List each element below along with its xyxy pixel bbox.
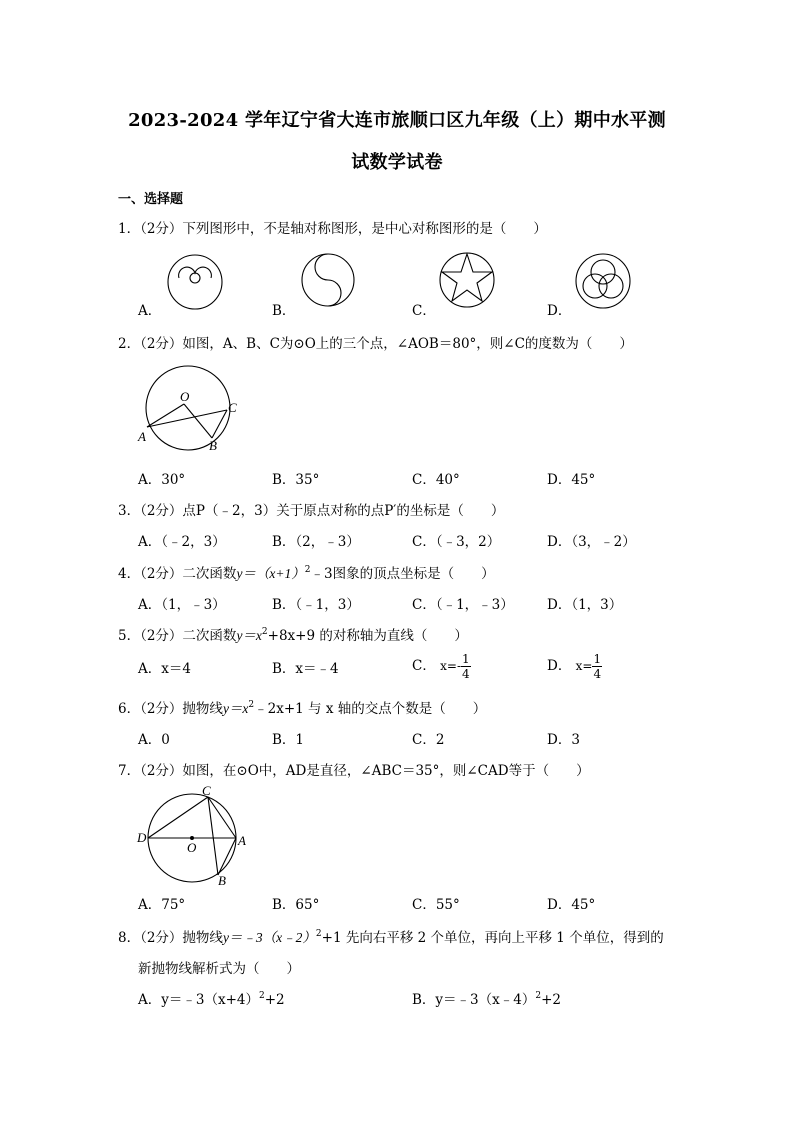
- q2-label-o: O: [180, 389, 190, 404]
- q5-option-a[interactable]: A．x＝4: [138, 661, 191, 677]
- question-4-text: 4．（2分）二次函数$y=(x+1)^2﹣3$图象的顶点坐标是（ ）: [118, 564, 495, 582]
- q7-label-a: A: [238, 833, 246, 848]
- q3-option-d[interactable]: D．（3，﹣2）: [547, 534, 636, 550]
- q3-option-c[interactable]: C．（﹣3，2）: [412, 534, 501, 550]
- section-heading: 一、选择题: [118, 192, 184, 207]
- q1-figure-d: [574, 252, 632, 310]
- q5-option-d[interactable]: D． x= $\frac{1}{4}$: [547, 652, 602, 681]
- q2-label-a: A: [138, 429, 146, 444]
- q4-option-d[interactable]: D．（1，3）: [547, 597, 623, 613]
- q1-figure-c: [438, 251, 496, 309]
- q4-option-c[interactable]: C．（﹣1，﹣3）: [412, 597, 514, 613]
- question-5-text: 5．（2分）二次函数$y=x^2+8x+9$ 的对称轴为直线（ ）: [118, 626, 468, 644]
- question-6-text: 6．（2分）抛物线$y=x^2﹣2x+1$ 与 x 轴的交点个数是（ ）: [118, 699, 487, 717]
- q7-label-d: D: [137, 830, 147, 845]
- page-title-line2: 试数学试卷: [351, 152, 443, 173]
- q5-option-b[interactable]: B．x＝﹣4: [272, 661, 339, 677]
- q7-option-a[interactable]: A．75°: [138, 897, 186, 913]
- q6-option-a[interactable]: A．0: [138, 732, 170, 748]
- q8-option-a[interactable]: A．$y=﹣3(x+4)^2+2$: [138, 990, 285, 1008]
- q2-option-c[interactable]: C．40°: [412, 472, 460, 488]
- q1-option-a[interactable]: A．: [138, 303, 162, 319]
- q3-option-b[interactable]: B．（2，﹣3）: [272, 534, 360, 550]
- question-2-text: 2．（2分）如图，A、B、C为⊙O上的三个点，∠AOB＝80°，则∠C的度数为（ ）: [118, 336, 633, 352]
- q7-label-o: O: [187, 840, 197, 855]
- question-8-text: 8．（2分）抛物线y＝﹣3（x﹣2）$^2$+1 先向右平移 2 个单位，再向上平移 1 个单位，得到的: [118, 928, 664, 946]
- q2-option-d[interactable]: D．45°: [547, 472, 596, 488]
- q1-option-c[interactable]: C．: [412, 303, 436, 319]
- q7-label-b: B: [218, 873, 226, 888]
- q6-option-b[interactable]: B．1: [272, 732, 305, 748]
- q1-option-b[interactable]: B．: [272, 303, 296, 319]
- q3-option-a[interactable]: A．（﹣2，3）: [138, 534, 226, 550]
- question-3-text: 3．（2分）点P（﹣2，3）关于原点对称的点P′的坐标是（ ）: [118, 503, 505, 519]
- q2-label-c: C: [228, 400, 237, 415]
- q7-option-c[interactable]: C．55°: [412, 897, 460, 913]
- q6-option-c[interactable]: C．2: [412, 732, 445, 748]
- q1-figure-a: [165, 252, 225, 312]
- q8-option-b[interactable]: B．y＝﹣3（x﹣4）$^2$+2: [412, 990, 561, 1008]
- q2-option-a[interactable]: A．30°: [138, 472, 186, 488]
- q2-label-b: B: [209, 438, 217, 453]
- q4-option-b[interactable]: B．（﹣1，3）: [272, 597, 360, 613]
- q6-option-d[interactable]: D．3: [547, 732, 580, 748]
- q7-label-c: C: [202, 783, 211, 798]
- q1-figure-b: [300, 252, 356, 308]
- question-7-text: 7．（2分）如图，在⊙O中，AD是直径，∠ABC＝35°，则∠CAD等于（ ）: [118, 763, 590, 779]
- q4-option-a[interactable]: A．（1，﹣3）: [138, 597, 226, 613]
- q2-option-b[interactable]: B．35°: [272, 472, 320, 488]
- q5-option-d-fraction: $\frac{1}{4}$: [593, 652, 602, 681]
- question-1-text: 1．（2分）下列图形中，不是轴对称图形，是中心对称图形的是（ ）: [118, 221, 547, 237]
- q1-option-d[interactable]: D．: [547, 303, 572, 319]
- q7-option-b[interactable]: B．65°: [272, 897, 320, 913]
- q5-option-c-fraction: $\frac{1}{4}$: [462, 652, 470, 681]
- q7-figure: [132, 782, 252, 888]
- q7-option-d[interactable]: D．45°: [547, 897, 596, 913]
- question-8-text-line2: 新抛物线解析式为（ ）: [138, 961, 300, 977]
- page-title-line1: 2023-2024 学年辽宁省大连市旅顺口区九年级（上）期中水平测: [128, 110, 666, 131]
- q5-option-c[interactable]: C． x=- $\frac{1}{4}$: [412, 652, 470, 681]
- q2-figure: [132, 364, 252, 460]
